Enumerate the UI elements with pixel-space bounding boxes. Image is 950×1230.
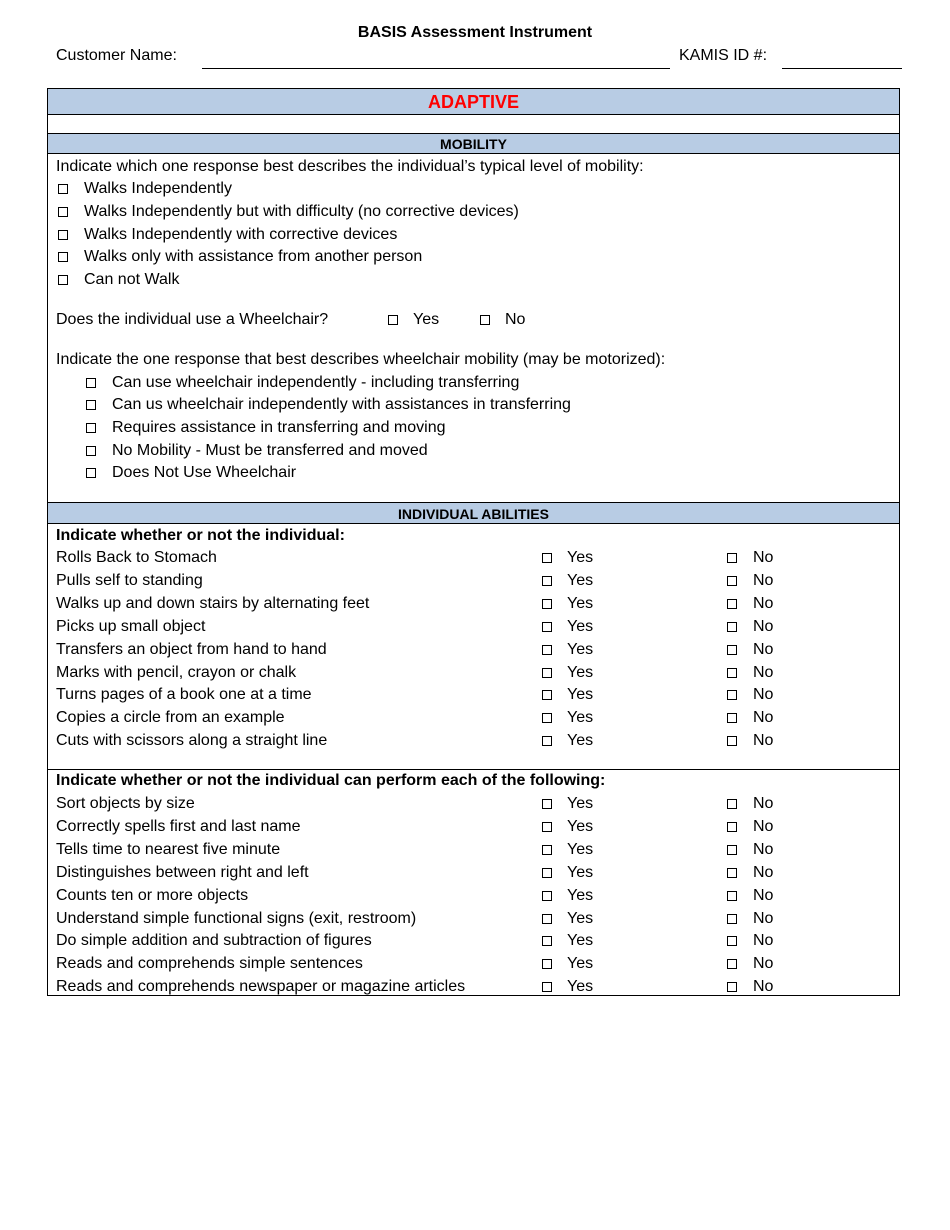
abilities-group2-yes-checkbox[interactable] (542, 799, 552, 809)
abilities-group2-yes-label: Yes (567, 864, 594, 881)
abilities-group1-no-label: No (753, 641, 774, 658)
document-title: BASIS Assessment Instrument (357, 24, 593, 41)
abilities-group1-yes-label: Yes (567, 709, 594, 726)
mobility-header: MOBILITY (48, 133, 899, 154)
abilities-group2-yes-label: Yes (567, 932, 594, 949)
abilities-group1-no-label: No (753, 572, 774, 589)
wheelchair-option-label: Can us wheelchair independently with assistances in transferring (112, 396, 571, 413)
divider (48, 769, 899, 770)
abilities-group1-yes-label: Yes (567, 572, 594, 589)
abilities-group1-item-label: Picks up small object (56, 618, 206, 635)
wheelchair-no-checkbox[interactable] (480, 315, 490, 325)
mobility-prompt: Indicate which one response best describes the individual’s typical level of mobility: (56, 158, 644, 175)
abilities-group1-no-checkbox[interactable] (727, 576, 737, 586)
abilities-group1-yes-label: Yes (567, 549, 594, 566)
abilities-group2-no-checkbox[interactable] (727, 868, 737, 878)
wheelchair-yes-label: Yes (413, 311, 440, 328)
abilities-group2-yes-checkbox[interactable] (542, 914, 552, 924)
abilities-group1-no-checkbox[interactable] (727, 736, 737, 746)
wheelchair-option-label: Requires assistance in transferring and moving (112, 419, 446, 436)
abilities-group1-yes-label: Yes (567, 686, 594, 703)
abilities-group2-no-label: No (753, 864, 774, 881)
abilities-group1-yes-checkbox[interactable] (542, 622, 552, 632)
abilities-group2-no-label: No (753, 841, 774, 858)
abilities-group1-no-checkbox[interactable] (727, 553, 737, 563)
abilities-group1-item-label: Cuts with scissors along a straight line (56, 732, 328, 749)
wheelchair-prompt: Indicate the one response that best describes wheelchair mobility (may be motorized): (56, 351, 666, 368)
abilities-group1-no-label: No (753, 595, 774, 612)
abilities-group2-no-label: No (753, 887, 774, 904)
abilities-group1-yes-checkbox[interactable] (542, 553, 552, 563)
abilities-group2-no-checkbox[interactable] (727, 959, 737, 969)
abilities-group2-yes-checkbox[interactable] (542, 845, 552, 855)
abilities-group2-no-checkbox[interactable] (727, 799, 737, 809)
wheelchair-option-label: Does Not Use Wheelchair (112, 464, 297, 481)
abilities-group2-no-checkbox[interactable] (727, 822, 737, 832)
abilities-group1-item-label: Walks up and down stairs by alternating feet (56, 595, 370, 612)
kamis-id-label: KAMIS ID #: (679, 47, 768, 64)
abilities-group2-item-label: Distinguishes between right and left (56, 864, 309, 881)
wheelchair-question: Does the individual use a Wheelchair? (56, 311, 329, 328)
wheelchair-option-checkbox[interactable] (86, 468, 96, 478)
abilities-group2-item-label: Understand simple functional signs (exit, restroom) (56, 910, 417, 927)
adaptive-form (47, 88, 900, 996)
abilities-group1-item-label: Copies a circle from an example (56, 709, 285, 726)
abilities-group2-yes-label: Yes (567, 978, 594, 995)
mobility-option-label: Walks only with assistance from another person (84, 248, 423, 265)
abilities-group1-no-label: No (753, 618, 774, 635)
abilities-header: INDIVIDUAL ABILITIES (48, 502, 899, 524)
abilities-group2-yes-label: Yes (567, 955, 594, 972)
mobility-option-label: Walks Independently (84, 180, 232, 197)
abilities-group2-item-label: Counts ten or more objects (56, 887, 249, 904)
mobility-option-checkbox[interactable] (58, 207, 68, 217)
abilities-group1-no-label: No (753, 686, 774, 703)
abilities-group2-item-label: Do simple addition and subtraction of figures (56, 932, 372, 949)
abilities-group2-yes-label: Yes (567, 818, 594, 835)
kamis-id-field[interactable] (782, 68, 902, 69)
abilities-group1-item-label: Rolls Back to Stomach (56, 549, 217, 566)
customer-name-label: Customer Name: (56, 47, 177, 64)
abilities-group2-yes-label: Yes (567, 887, 594, 904)
abilities-group2-item-label: Tells time to nearest five minute (56, 841, 281, 858)
abilities-group1-yes-label: Yes (567, 664, 594, 681)
abilities-group1-no-label: No (753, 549, 774, 566)
abilities-group2-yes-label: Yes (567, 795, 594, 812)
abilities-group1-yes-label: Yes (567, 732, 594, 749)
abilities-group2-yes-checkbox[interactable] (542, 982, 552, 992)
abilities-group2-yes-checkbox[interactable] (542, 891, 552, 901)
abilities-group1-yes-checkbox[interactable] (542, 713, 552, 723)
abilities-group1-yes-checkbox[interactable] (542, 668, 552, 678)
wheelchair-option-checkbox[interactable] (86, 400, 96, 410)
abilities-group1-yes-checkbox[interactable] (542, 599, 552, 609)
abilities-group1-yes-checkbox[interactable] (542, 736, 552, 746)
abilities-group2-item-label: Sort objects by size (56, 795, 195, 812)
abilities-group2-prompt: Indicate whether or not the individual can perform each of the following: (56, 772, 606, 789)
abilities-group2-yes-checkbox[interactable] (542, 959, 552, 969)
mobility-option-label: Can not Walk (84, 271, 180, 288)
abilities-group2-item-label: Correctly spells first and last name (56, 818, 301, 835)
abilities-group2-no-label: No (753, 818, 774, 835)
abilities-group2-no-checkbox[interactable] (727, 982, 737, 992)
abilities-group1-no-label: No (753, 664, 774, 681)
wheelchair-option-label: No Mobility - Must be transferred and moved (112, 442, 428, 459)
wheelchair-option-label: Can use wheelchair independently - including transferring (112, 374, 520, 391)
mobility-option-checkbox[interactable] (58, 230, 68, 240)
abilities-group2-yes-checkbox[interactable] (542, 936, 552, 946)
abilities-group1-yes-checkbox[interactable] (542, 690, 552, 700)
abilities-group1-no-checkbox[interactable] (727, 645, 737, 655)
abilities-group1-item-label: Marks with pencil, crayon or chalk (56, 664, 297, 681)
adaptive-title: ADAPTIVE (48, 89, 899, 115)
mobility-option-checkbox[interactable] (58, 275, 68, 285)
abilities-group2-item-label: Reads and comprehends simple sentences (56, 955, 363, 972)
abilities-group2-yes-label: Yes (567, 910, 594, 927)
wheelchair-yes-checkbox[interactable] (388, 315, 398, 325)
abilities-group2-no-checkbox[interactable] (727, 914, 737, 924)
wheelchair-no-label: No (505, 311, 526, 328)
abilities-group1-yes-checkbox[interactable] (542, 576, 552, 586)
abilities-group1-item-label: Pulls self to standing (56, 572, 203, 589)
abilities-group2-yes-label: Yes (567, 841, 594, 858)
abilities-group2-no-label: No (753, 932, 774, 949)
abilities-group1-yes-checkbox[interactable] (542, 645, 552, 655)
abilities-group1-no-label: No (753, 709, 774, 726)
abilities-group1-no-checkbox[interactable] (727, 668, 737, 678)
abilities-group1-yes-label: Yes (567, 618, 594, 635)
abilities-group1-item-label: Turns pages of a book one at a time (56, 686, 312, 703)
abilities-group2-no-label: No (753, 955, 774, 972)
abilities-group1-no-checkbox[interactable] (727, 622, 737, 632)
mobility-option-checkbox[interactable] (58, 252, 68, 262)
abilities-group2-no-label: No (753, 978, 774, 995)
wheelchair-option-checkbox[interactable] (86, 423, 96, 433)
abilities-group1-yes-label: Yes (567, 595, 594, 612)
abilities-group1-prompt: Indicate whether or not the individual: (56, 527, 345, 544)
abilities-group1-no-checkbox[interactable] (727, 713, 737, 723)
abilities-group1-item-label: Transfers an object from hand to hand (56, 641, 327, 658)
abilities-group2-yes-checkbox[interactable] (542, 822, 552, 832)
abilities-group1-no-checkbox[interactable] (727, 599, 737, 609)
abilities-group2-no-label: No (753, 795, 774, 812)
abilities-group2-no-label: No (753, 910, 774, 927)
mobility-option-label: Walks Independently with corrective devices (84, 226, 398, 243)
abilities-group2-no-checkbox[interactable] (727, 936, 737, 946)
abilities-group2-yes-checkbox[interactable] (542, 868, 552, 878)
customer-name-field[interactable] (202, 68, 670, 69)
abilities-group1-yes-label: Yes (567, 641, 594, 658)
abilities-group1-no-checkbox[interactable] (727, 690, 737, 700)
mobility-option-checkbox[interactable] (58, 184, 68, 194)
abilities-group2-no-checkbox[interactable] (727, 891, 737, 901)
abilities-group1-no-label: No (753, 732, 774, 749)
abilities-group2-item-label: Reads and comprehends newspaper or magazine articles (56, 978, 466, 995)
wheelchair-option-checkbox[interactable] (86, 446, 96, 456)
abilities-group2-no-checkbox[interactable] (727, 845, 737, 855)
wheelchair-option-checkbox[interactable] (86, 378, 96, 388)
mobility-option-label: Walks Independently but with difficulty (no corrective devices) (84, 203, 519, 220)
